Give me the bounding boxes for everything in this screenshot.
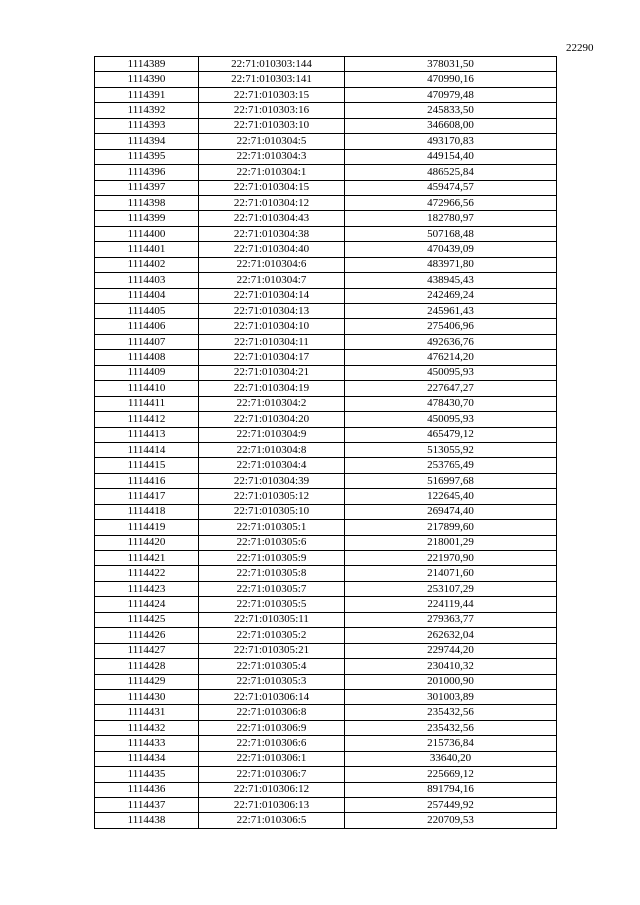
cadastral-number-cell: 22:71:010305:10 (199, 504, 345, 519)
cadastral-value-cell: 221970,90 (345, 551, 557, 566)
cadastral-number-cell: 22:71:010304:21 (199, 365, 345, 380)
row-number-cell: 1114412 (95, 412, 199, 427)
cadastral-value-cell: 242469,24 (345, 288, 557, 303)
table-row (95, 798, 557, 813)
table-row (95, 180, 557, 195)
cadastral-number-cell: 22:71:010306:6 (199, 736, 345, 751)
table-row (95, 72, 557, 87)
cadastral-value-cell: 378031,50 (345, 57, 557, 72)
table-row (95, 350, 557, 365)
cadastral-value-cell: 217899,60 (345, 520, 557, 535)
table-row (95, 705, 557, 720)
row-number-cell: 1114437 (95, 798, 199, 813)
cadastral-number-cell: 22:71:010304:1 (199, 165, 345, 180)
cadastral-value-table (94, 56, 557, 829)
cadastral-value-cell: 493170,83 (345, 134, 557, 149)
row-number-cell: 1114408 (95, 350, 199, 365)
table-row (95, 535, 557, 550)
table-row (95, 458, 557, 473)
table-row (95, 581, 557, 596)
table-row (95, 195, 557, 210)
row-number-cell: 1114422 (95, 566, 199, 581)
cadastral-value-cell: 470990,16 (345, 72, 557, 87)
row-number-cell: 1114406 (95, 319, 199, 334)
cadastral-number-cell: 22:71:010304:7 (199, 273, 345, 288)
table-row (95, 720, 557, 735)
cadastral-number-cell: 22:71:010306:12 (199, 782, 345, 797)
cadastral-number-cell: 22:71:010306:9 (199, 720, 345, 735)
table-row (95, 103, 557, 118)
cadastral-value-cell: 438945,43 (345, 273, 557, 288)
table-row (95, 118, 557, 133)
table-row (95, 211, 557, 226)
table-row (95, 597, 557, 612)
cadastral-number-cell: 22:71:010304:14 (199, 288, 345, 303)
table-row (95, 612, 557, 627)
cadastral-number-cell: 22:71:010303:144 (199, 57, 345, 72)
row-number-cell: 1114393 (95, 118, 199, 133)
cadastral-value-cell: 253107,29 (345, 581, 557, 596)
row-number-cell: 1114391 (95, 87, 199, 102)
table-row (95, 304, 557, 319)
row-number-cell: 1114419 (95, 520, 199, 535)
cadastral-value-cell: 279363,77 (345, 612, 557, 627)
table-row (95, 149, 557, 164)
row-number-cell: 1114425 (95, 612, 199, 627)
cadastral-number-cell: 22:71:010306:7 (199, 767, 345, 782)
cadastral-number-cell: 22:71:010304:10 (199, 319, 345, 334)
table-row (95, 87, 557, 102)
cadastral-number-cell: 22:71:010304:5 (199, 134, 345, 149)
table-row (95, 365, 557, 380)
row-number-cell: 1114394 (95, 134, 199, 149)
cadastral-number-cell: 22:71:010304:20 (199, 412, 345, 427)
cadastral-value-cell: 346608,00 (345, 118, 557, 133)
cadastral-value-cell: 227647,27 (345, 381, 557, 396)
table-row (95, 257, 557, 272)
table-row (95, 674, 557, 689)
cadastral-value-cell: 218001,29 (345, 535, 557, 550)
cadastral-number-cell: 22:71:010305:12 (199, 489, 345, 504)
table-row (95, 165, 557, 180)
table-row (95, 751, 557, 766)
table-row (95, 566, 557, 581)
cadastral-number-cell: 22:71:010303:141 (199, 72, 345, 87)
table-row (95, 134, 557, 149)
table-row (95, 242, 557, 257)
table-row (95, 551, 557, 566)
row-number-cell: 1114431 (95, 705, 199, 720)
cadastral-value-cell: 516997,68 (345, 473, 557, 488)
row-number-cell: 1114417 (95, 489, 199, 504)
cadastral-number-cell: 22:71:010304:43 (199, 211, 345, 226)
page-number: 22290 (566, 42, 594, 54)
cadastral-number-cell: 22:71:010306:14 (199, 689, 345, 704)
table-row (95, 273, 557, 288)
row-number-cell: 1114395 (95, 149, 199, 164)
cadastral-number-cell: 22:71:010304:19 (199, 381, 345, 396)
row-number-cell: 1114429 (95, 674, 199, 689)
cadastral-value-cell: 253765,49 (345, 458, 557, 473)
cadastral-value-cell: 459474,57 (345, 180, 557, 195)
cadastral-value-cell: 215736,84 (345, 736, 557, 751)
table-row (95, 226, 557, 241)
cadastral-value-cell: 470439,09 (345, 242, 557, 257)
cadastral-value-cell: 476214,20 (345, 350, 557, 365)
cadastral-number-cell: 22:71:010304:39 (199, 473, 345, 488)
cadastral-number-cell: 22:71:010305:5 (199, 597, 345, 612)
cadastral-value-cell: 225669,12 (345, 767, 557, 782)
row-number-cell: 1114401 (95, 242, 199, 257)
table-row (95, 736, 557, 751)
cadastral-value-cell: 122645,40 (345, 489, 557, 504)
cadastral-number-cell: 22:71:010304:17 (199, 350, 345, 365)
cadastral-number-cell: 22:71:010304:2 (199, 396, 345, 411)
cadastral-value-cell: 220709,53 (345, 813, 557, 828)
cadastral-value-cell: 450095,93 (345, 365, 557, 380)
row-number-cell: 1114405 (95, 304, 199, 319)
table-row (95, 689, 557, 704)
cadastral-number-cell: 22:71:010304:11 (199, 334, 345, 349)
row-number-cell: 1114423 (95, 581, 199, 596)
cadastral-value-cell: 235432,56 (345, 705, 557, 720)
cadastral-number-cell: 22:71:010304:3 (199, 149, 345, 164)
row-number-cell: 1114396 (95, 165, 199, 180)
cadastral-value-cell: 891794,16 (345, 782, 557, 797)
cadastral-number-cell: 22:71:010305:4 (199, 659, 345, 674)
cadastral-value-cell: 470979,48 (345, 87, 557, 102)
cadastral-number-cell: 22:71:010304:6 (199, 257, 345, 272)
cadastral-number-cell: 22:71:010304:15 (199, 180, 345, 195)
row-number-cell: 1114402 (95, 257, 199, 272)
cadastral-value-cell: 513055,92 (345, 442, 557, 457)
cadastral-number-cell: 22:71:010304:4 (199, 458, 345, 473)
row-number-cell: 1114416 (95, 473, 199, 488)
row-number-cell: 1114392 (95, 103, 199, 118)
cadastral-number-cell: 22:71:010305:3 (199, 674, 345, 689)
cadastral-number-cell: 22:71:010304:40 (199, 242, 345, 257)
cadastral-value-cell: 483971,80 (345, 257, 557, 272)
table-body (95, 57, 557, 829)
row-number-cell: 1114407 (95, 334, 199, 349)
row-number-cell: 1114436 (95, 782, 199, 797)
row-number-cell: 1114432 (95, 720, 199, 735)
cadastral-value-cell: 269474,40 (345, 504, 557, 519)
table-row (95, 659, 557, 674)
cadastral-value-cell: 450095,93 (345, 412, 557, 427)
cadastral-value-cell: 465479,12 (345, 427, 557, 442)
row-number-cell: 1114434 (95, 751, 199, 766)
cadastral-value-cell: 33640,20 (345, 751, 557, 766)
row-number-cell: 1114410 (95, 381, 199, 396)
table-row (95, 813, 557, 828)
cadastral-value-cell: 486525,84 (345, 165, 557, 180)
row-number-cell: 1114430 (95, 689, 199, 704)
row-number-cell: 1114409 (95, 365, 199, 380)
cadastral-value-cell: 262632,04 (345, 628, 557, 643)
cadastral-value-cell: 472966,56 (345, 195, 557, 210)
cadastral-number-cell: 22:71:010305:21 (199, 643, 345, 658)
cadastral-number-cell: 22:71:010305:9 (199, 551, 345, 566)
cadastral-number-cell: 22:71:010306:13 (199, 798, 345, 813)
table-row (95, 334, 557, 349)
table-row (95, 473, 557, 488)
cadastral-value-cell: 182780,97 (345, 211, 557, 226)
cadastral-value-cell: 257449,92 (345, 798, 557, 813)
table-row (95, 767, 557, 782)
cadastral-number-cell: 22:71:010305:11 (199, 612, 345, 627)
table-row (95, 782, 557, 797)
cadastral-number-cell: 22:71:010306:5 (199, 813, 345, 828)
row-number-cell: 1114403 (95, 273, 199, 288)
cadastral-number-cell: 22:71:010305:7 (199, 581, 345, 596)
cadastral-value-cell: 201000,90 (345, 674, 557, 689)
cadastral-value-cell: 245833,50 (345, 103, 557, 118)
row-number-cell: 1114413 (95, 427, 199, 442)
cadastral-number-cell: 22:71:010305:1 (199, 520, 345, 535)
cadastral-value-cell: 478430,70 (345, 396, 557, 411)
row-number-cell: 1114400 (95, 226, 199, 241)
cadastral-number-cell: 22:71:010306:1 (199, 751, 345, 766)
cadastral-number-cell: 22:71:010304:13 (199, 304, 345, 319)
cadastral-value-cell: 492636,76 (345, 334, 557, 349)
table-row (95, 628, 557, 643)
cadastral-number-cell: 22:71:010306:8 (199, 705, 345, 720)
cadastral-value-cell: 229744,20 (345, 643, 557, 658)
row-number-cell: 1114415 (95, 458, 199, 473)
cadastral-number-cell: 22:71:010305:2 (199, 628, 345, 643)
cadastral-number-cell: 22:71:010304:8 (199, 442, 345, 457)
row-number-cell: 1114438 (95, 813, 199, 828)
table-row (95, 520, 557, 535)
cadastral-number-cell: 22:71:010304:12 (199, 195, 345, 210)
row-number-cell: 1114418 (95, 504, 199, 519)
cadastral-value-cell: 224119,44 (345, 597, 557, 612)
cadastral-value-cell: 230410,32 (345, 659, 557, 674)
table-row (95, 288, 557, 303)
row-number-cell: 1114398 (95, 195, 199, 210)
row-number-cell: 1114427 (95, 643, 199, 658)
cadastral-number-cell: 22:71:010305:8 (199, 566, 345, 581)
cadastral-value-cell: 449154,40 (345, 149, 557, 164)
row-number-cell: 1114390 (95, 72, 199, 87)
row-number-cell: 1114397 (95, 180, 199, 195)
table-row (95, 381, 557, 396)
cadastral-number-cell: 22:71:010303:10 (199, 118, 345, 133)
row-number-cell: 1114428 (95, 659, 199, 674)
table-row (95, 396, 557, 411)
cadastral-number-cell: 22:71:010304:9 (199, 427, 345, 442)
cadastral-value-cell: 301003,89 (345, 689, 557, 704)
row-number-cell: 1114389 (95, 57, 199, 72)
cadastral-value-cell: 507168,48 (345, 226, 557, 241)
table-row (95, 442, 557, 457)
cadastral-value-cell: 235432,56 (345, 720, 557, 735)
row-number-cell: 1114433 (95, 736, 199, 751)
table-row (95, 412, 557, 427)
row-number-cell: 1114411 (95, 396, 199, 411)
cadastral-value-cell: 214071,60 (345, 566, 557, 581)
row-number-cell: 1114399 (95, 211, 199, 226)
cadastral-number-cell: 22:71:010303:16 (199, 103, 345, 118)
cadastral-value-cell: 245961,43 (345, 304, 557, 319)
row-number-cell: 1114421 (95, 551, 199, 566)
cadastral-number-cell: 22:71:010303:15 (199, 87, 345, 102)
cadastral-number-cell: 22:71:010305:6 (199, 535, 345, 550)
cadastral-value-cell: 275406,96 (345, 319, 557, 334)
row-number-cell: 1114420 (95, 535, 199, 550)
cadastral-number-cell: 22:71:010304:38 (199, 226, 345, 241)
row-number-cell: 1114435 (95, 767, 199, 782)
table-row (95, 427, 557, 442)
row-number-cell: 1114424 (95, 597, 199, 612)
table-row (95, 319, 557, 334)
table-row (95, 643, 557, 658)
table-row (95, 57, 557, 72)
table-row (95, 504, 557, 519)
row-number-cell: 1114414 (95, 442, 199, 457)
row-number-cell: 1114426 (95, 628, 199, 643)
row-number-cell: 1114404 (95, 288, 199, 303)
table-row (95, 489, 557, 504)
